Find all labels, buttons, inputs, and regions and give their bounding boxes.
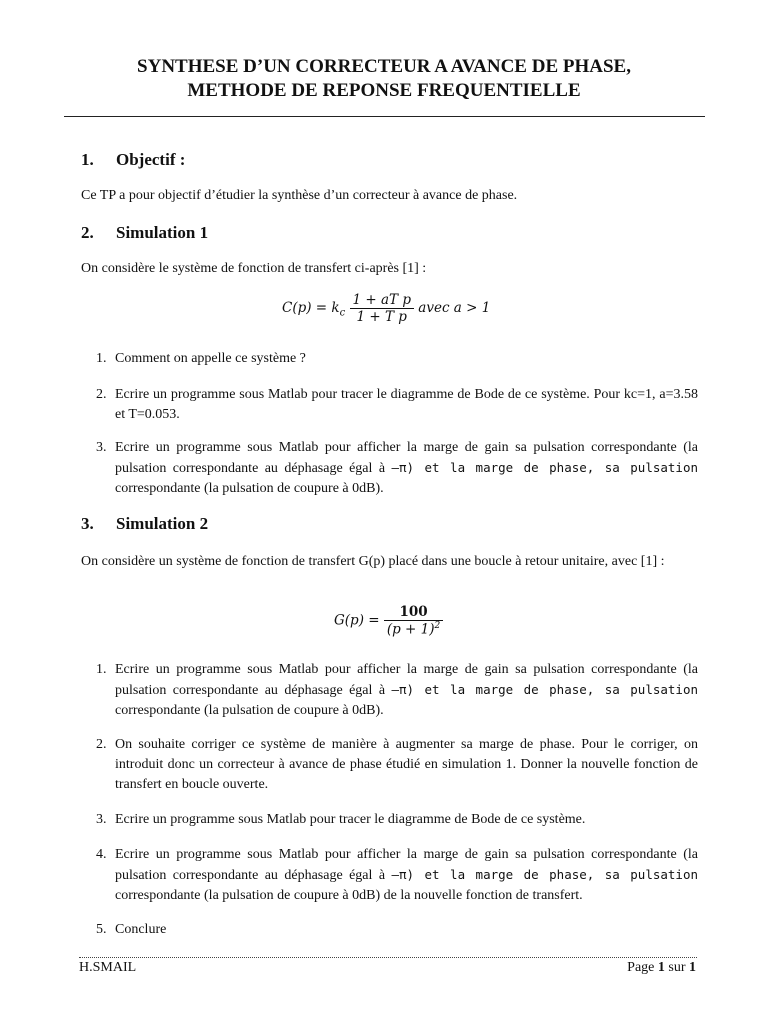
sim1-question-2: 2. Ecrire un programme sous Matlab pour tracer le diagramme de Bode de ce système. Pour kc=1, a=3.58 et T=0.053. [96, 387, 698, 422]
footer-author: H.SMAIL [79, 960, 137, 975]
section-heading-simulation-1: 2. Simulation 1 [81, 223, 209, 242]
equation-plant-transfer: G(p) = $\frac{100}{(p + 1)^2}$ [334, 604, 443, 638]
sim1-question-1: 1. Comment on appelle ce système ? [96, 351, 306, 366]
objective-paragraph: Ce TP a pour objectif d’étudier la synthèse d’un correcteur à avance de phase. [81, 188, 518, 203]
footer-page-number: Page 1 sur 1 [627, 960, 696, 975]
title-divider [64, 116, 705, 117]
sim1-question-3: 3. Ecrire un programme sous Matlab pour afficher la marge de gain sa pulsation correspondante (la pulsation correspondante au déphasage égal à –π) et la marge de phase, sa pulsation correspondante (la pulsation de coupure à 0dB). [96, 440, 698, 496]
equation-lead-compensator: $C(p) = k_c$ $\frac{\text{1 + aT p}}{\text{1 + T p}}$ avec a > 1 [282, 292, 491, 325]
footer-divider [79, 957, 697, 958]
simulation2-intro: On considère un système de fonction de transfert G(p) placé dans une boucle à retour unitaire, avec [1] : [81, 554, 665, 569]
sim2-question-1: 1. Ecrire un programme sous Matlab pour afficher la marge de gain sa pulsation correspondante (la pulsation correspondante au déphasage égal à –π) et la marge de phase, sa pulsation correspondante (la pulsation de coupure à 0dB). [96, 662, 698, 718]
sim2-question-5: 5. Conclure [96, 922, 167, 937]
section-heading-simulation-2: 3. Simulation 2 [81, 514, 209, 533]
document-title-line1: SYNTHESE D’UN CORRECTEUR A AVANCE DE PHASE, [137, 56, 631, 77]
section-heading-objectif: 1. Objectif : [81, 150, 186, 169]
document-title-line2: METHODE DE REPONSE FREQUENTIELLE [187, 80, 581, 101]
sim2-question-2: 2. On souhaite corriger ce système de manière à augmenter sa marge de phase. Pour le corriger, on introduit donc un correcteur à avance de phase étudié en simulation 1. Donner la nouvelle fonction de transfert en boucle ouverte. [96, 737, 698, 792]
sim2-question-3: 3. Ecrire un programme sous Matlab pour tracer le diagramme de Bode de ce système. [96, 812, 586, 827]
sim2-question-4: 4. Ecrire un programme sous Matlab pour afficher la marge de gain sa pulsation correspondante (la pulsation correspondante au déphasage égal à –π) et la marge de phase, sa pulsation correspondante (la pulsation de coupure à 0dB) de la nouvelle fonction de transfert. [96, 847, 698, 903]
simulation1-intro: On considère le système de fonction de transfert ci-après [1] : [81, 261, 427, 276]
